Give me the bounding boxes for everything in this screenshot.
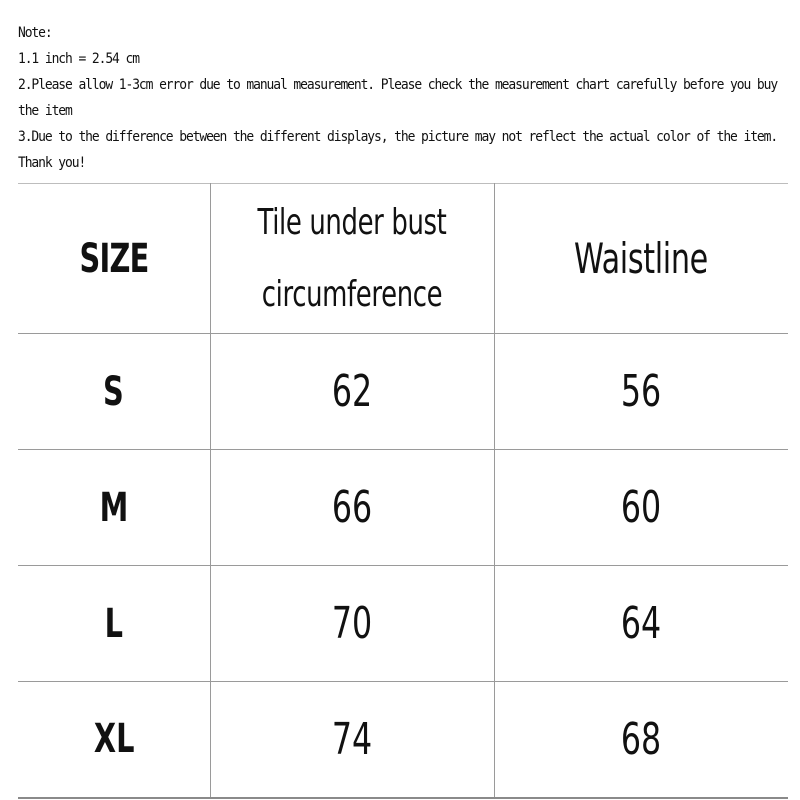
- header-bust: Tile under bust circumference: [210, 184, 494, 334]
- note-heading: Note:: [18, 25, 52, 41]
- bust-cell: 70: [210, 566, 494, 682]
- waist-cell: 64: [494, 566, 788, 682]
- size-cell: XL: [18, 682, 210, 798]
- note-line-1: 1.1 inch = 2.54 cm: [18, 51, 139, 67]
- table-row: [18, 682, 788, 798]
- notes-block: [18, 20, 778, 176]
- bust-cell: 66: [210, 450, 494, 566]
- bust-cell: 74: [210, 682, 494, 798]
- waist-cell: 68: [494, 682, 788, 798]
- size-cell: M: [18, 450, 210, 566]
- size-cell: L: [18, 566, 210, 682]
- note-line-2: 2.Please allow 1-3cm error due to manual measurement. Please check the measurement chart carefully before you buy the item: [18, 77, 778, 119]
- size-cell: S: [18, 334, 210, 450]
- table-row: [18, 566, 788, 682]
- table-header-row: [18, 184, 788, 334]
- size-chart-table: [18, 183, 788, 799]
- table-row: [18, 334, 788, 450]
- header-waistline: Waistline: [494, 184, 788, 334]
- waist-cell: 60: [494, 450, 788, 566]
- waist-cell: 56: [494, 334, 788, 450]
- bust-cell: 62: [210, 334, 494, 450]
- header-size: SIZE: [18, 184, 210, 334]
- table-row: [18, 450, 788, 566]
- note-line-3: 3.Due to the difference between the different displays, the picture may not reflect the actual color of the item. Thank you!: [18, 129, 778, 171]
